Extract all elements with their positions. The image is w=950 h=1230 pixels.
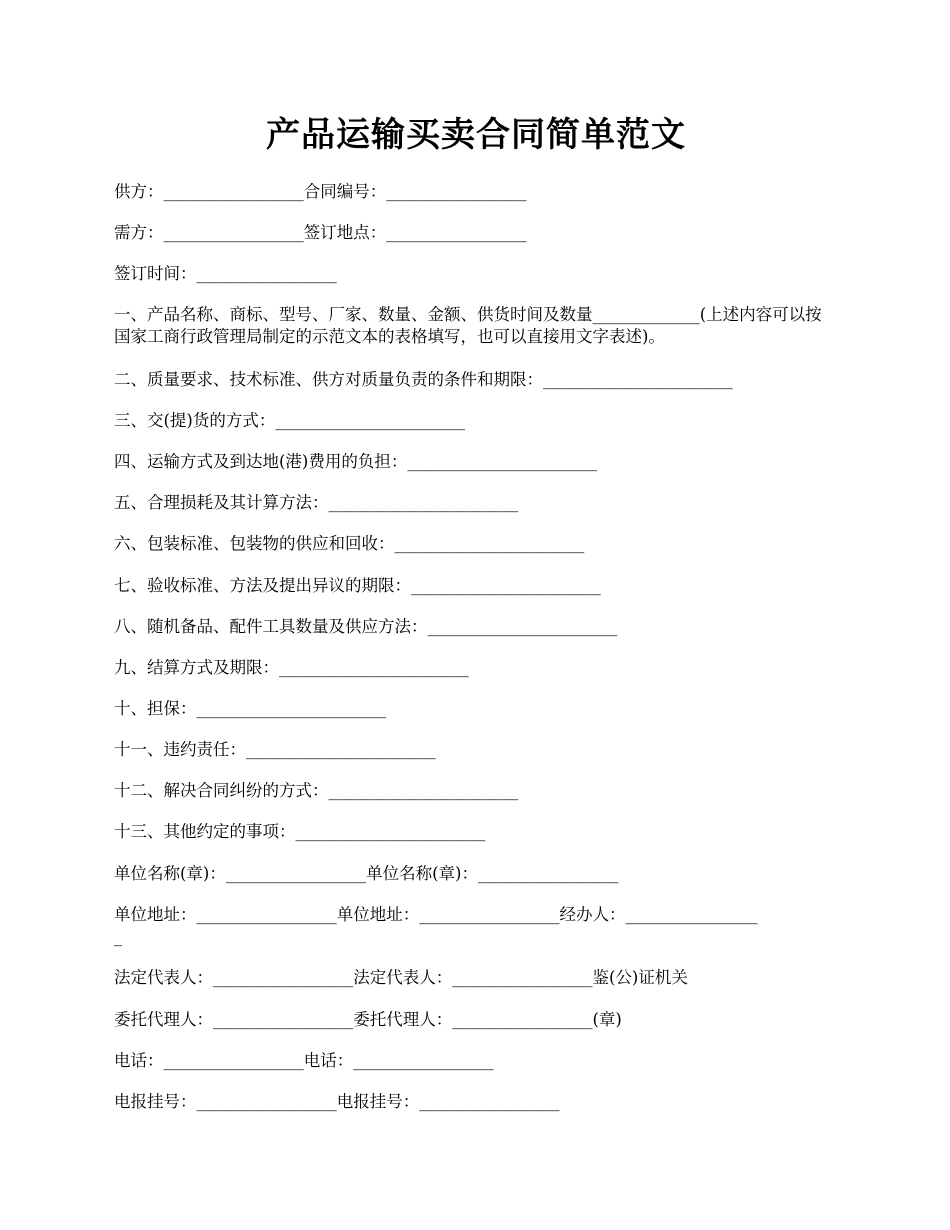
clause-8: 八、随机备品、配件工具数量及供应方法：_______________________ [114, 617, 618, 636]
clause-4: 四、运输方式及到达地(港)费用的负担：_______________________ [114, 452, 598, 471]
sign-time-line: 签订时间：_________________ [114, 264, 337, 283]
clause-11: 十一、违约责任：_______________________ [114, 740, 436, 759]
clause-3: 三、交(提)货的方式：_______________________ [114, 411, 466, 430]
clause-5: 五、合理损耗及其计算方法：_______________________ [114, 493, 519, 512]
clause-6: 六、包装标准、包装物的供应和回收：_______________________ [114, 534, 585, 553]
clause-2: 二、质量要求、技术标准、供方对质量负责的条件和期限：_______________________ [114, 370, 733, 389]
unit-address-line: 单位地址：_________________单位地址：_________________经办人：________________ [114, 905, 758, 924]
unit-address-line-continuation: _ [114, 927, 123, 946]
authorized-agent-line: 委托代理人：_________________委托代理人：_________________(章) [114, 1010, 622, 1029]
clause-12: 十二、解决合同纠纷的方式：_______________________ [114, 781, 519, 800]
legal-representative-line: 法定代表人：_________________法定代表人：_________________鉴(公)证机关 [114, 968, 688, 987]
clause-13: 十三、其他约定的事项：_______________________ [114, 822, 486, 841]
buyer-sign-place-line: 需方：_________________签订地点：_________________ [114, 223, 527, 242]
clause-7: 七、验收标准、方法及提出异议的期限：_______________________ [114, 576, 601, 595]
clause-10: 十、担保：_______________________ [114, 699, 387, 718]
unit-name-line: 单位名称(章)：_________________单位名称(章)：_________________ [114, 864, 619, 883]
phone-line: 电话：_________________电话：_________________ [114, 1051, 494, 1070]
supplier-contract-no-line: 供方：_________________合同编号：_________________ [114, 182, 527, 201]
clause-9: 九、结算方式及期限：_______________________ [114, 658, 469, 677]
document-title: 产品运输买卖合同简单范文 [266, 115, 686, 155]
clause-1: 一、产品名称、商标、型号、厂家、数量、金额、供货时间及数量_____________(上述内容可以按国家工商行政管理局制定的示范文本的表格填写，也可以直接用文字表述)。 [114, 305, 822, 346]
telegram-line: 电报挂号：_________________电报挂号：_________________ [114, 1092, 560, 1111]
